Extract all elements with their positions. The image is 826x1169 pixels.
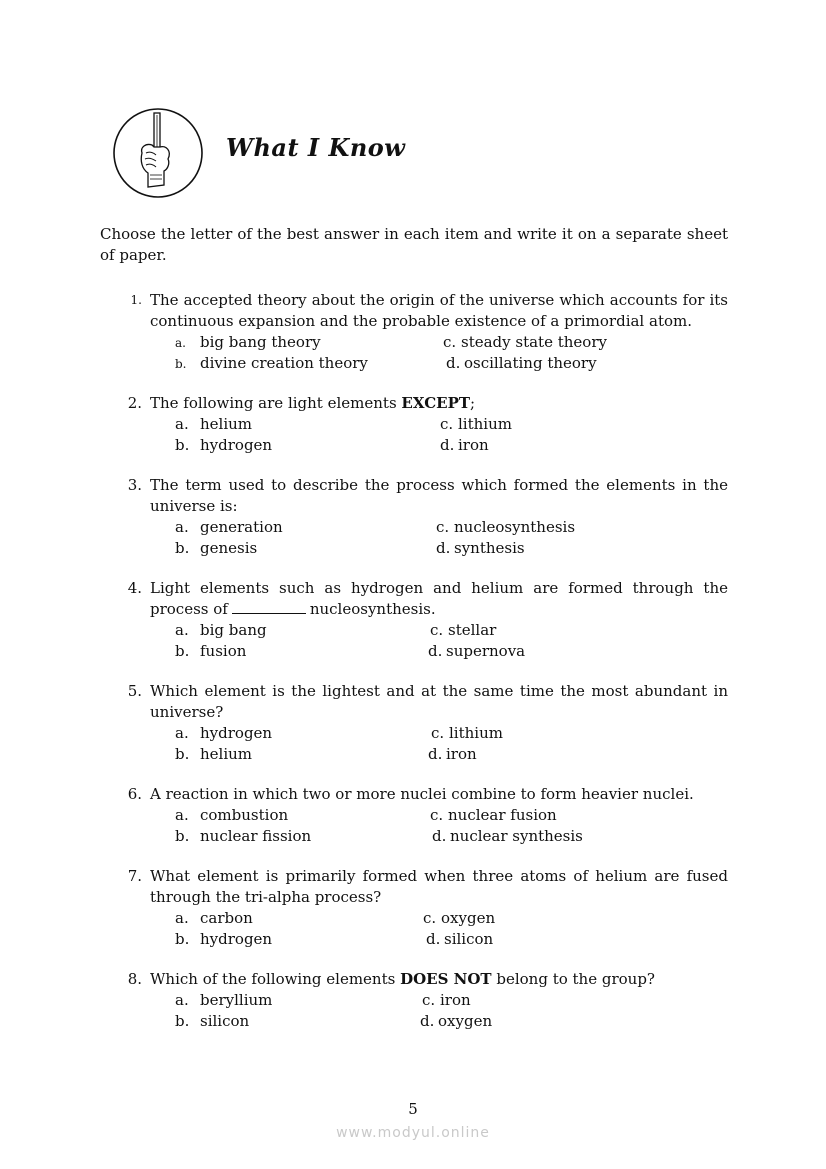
option-a: a. carbon — [175, 909, 253, 927]
question-item — [100, 290, 728, 374]
question-number: 4. — [127, 579, 142, 597]
option-d: d. nuclear synthesis — [432, 827, 583, 845]
option-a: a. big bang theory — [175, 333, 321, 351]
question-item — [100, 475, 728, 559]
question-text: The accepted theory about the origin of the universe which accounts for its continuous expansion and the probable existence of a primordial atom. — [150, 291, 728, 330]
option-a: a. generation — [175, 518, 283, 536]
option-b: b. helium — [175, 745, 253, 763]
option-c: c. steady state theory — [443, 333, 607, 351]
question-number: 8. — [127, 970, 142, 988]
option-c: c. iron — [422, 991, 471, 1009]
question-text: The term used to describe the process which formed the elements in the universe is: — [150, 476, 728, 515]
answer-blank — [232, 599, 306, 614]
instructions: Choose the letter of the best answer in each item and write it on a separate sheet of paper. — [100, 225, 728, 264]
option-b: b. fusion — [175, 642, 247, 660]
question-text: A reaction in which two or more nuclei combine to form heavier nuclei. — [150, 785, 694, 803]
option-d: d. synthesis — [436, 539, 525, 557]
question-item — [100, 578, 728, 662]
question-text: Light elements such as hydrogen and helium are formed through the process of nucleosynthesis. — [150, 579, 728, 618]
question-text: The following are light elements EXCEPT; — [150, 394, 476, 412]
question-number: 5. — [127, 682, 142, 700]
option-b: b. genesis — [175, 539, 258, 557]
option-c: c. nuclear fusion — [430, 806, 557, 824]
question-number: 7. — [127, 867, 142, 885]
question-number: 2. — [127, 394, 142, 412]
watermark: www.modyul.online — [336, 1125, 490, 1141]
option-d: d. iron — [440, 436, 489, 454]
question-text: Which element is the lightest and at the same time the most abundant in universe? — [150, 682, 728, 721]
option-c: c. nucleosynthesis — [436, 518, 576, 536]
question-item — [100, 681, 728, 765]
page-title: What I Know — [226, 133, 406, 162]
hand-holding-pencil-icon — [112, 107, 204, 199]
option-a: a. big bang — [175, 621, 267, 639]
question-text: Which of the following elements DOES NOT belong to the group? — [150, 970, 655, 988]
option-a: a. combustion — [175, 806, 289, 824]
option-b: b. hydrogen — [175, 436, 273, 454]
question-item — [100, 866, 728, 950]
option-c: c. stellar — [430, 621, 497, 639]
option-d: d. silicon — [426, 930, 494, 948]
option-a: a. hydrogen — [175, 724, 273, 742]
question-number: 3. — [127, 476, 142, 494]
option-a: a. beryllium — [175, 991, 273, 1009]
option-b: b. divine creation theory — [175, 354, 368, 372]
emphasis-text: DOES NOT — [400, 970, 492, 988]
question-text: What element is primarily formed when three atoms of helium are fused through the tri-alpha process? — [150, 867, 728, 906]
page-number: 5 — [408, 1100, 418, 1118]
option-b: b. silicon — [175, 1012, 250, 1030]
option-d: d. iron — [428, 745, 477, 763]
option-c: c. lithium — [440, 415, 512, 433]
option-d: d. oscillating theory — [446, 354, 597, 372]
question-item — [100, 784, 728, 847]
emphasis-text: EXCEPT — [401, 394, 471, 412]
question-item — [100, 393, 728, 456]
question-list — [100, 290, 728, 1051]
question-item — [100, 969, 728, 1032]
option-a: a. helium — [175, 415, 253, 433]
question-number: 6. — [127, 785, 142, 803]
option-c: c. lithium — [431, 724, 503, 742]
option-d: d. supernova — [428, 642, 526, 660]
question-number: 1. — [130, 293, 142, 307]
option-c: c. oxygen — [423, 909, 496, 927]
option-b: b. nuclear fission — [175, 827, 312, 845]
option-b: b. hydrogen — [175, 930, 273, 948]
option-d: d. oxygen — [420, 1012, 493, 1030]
